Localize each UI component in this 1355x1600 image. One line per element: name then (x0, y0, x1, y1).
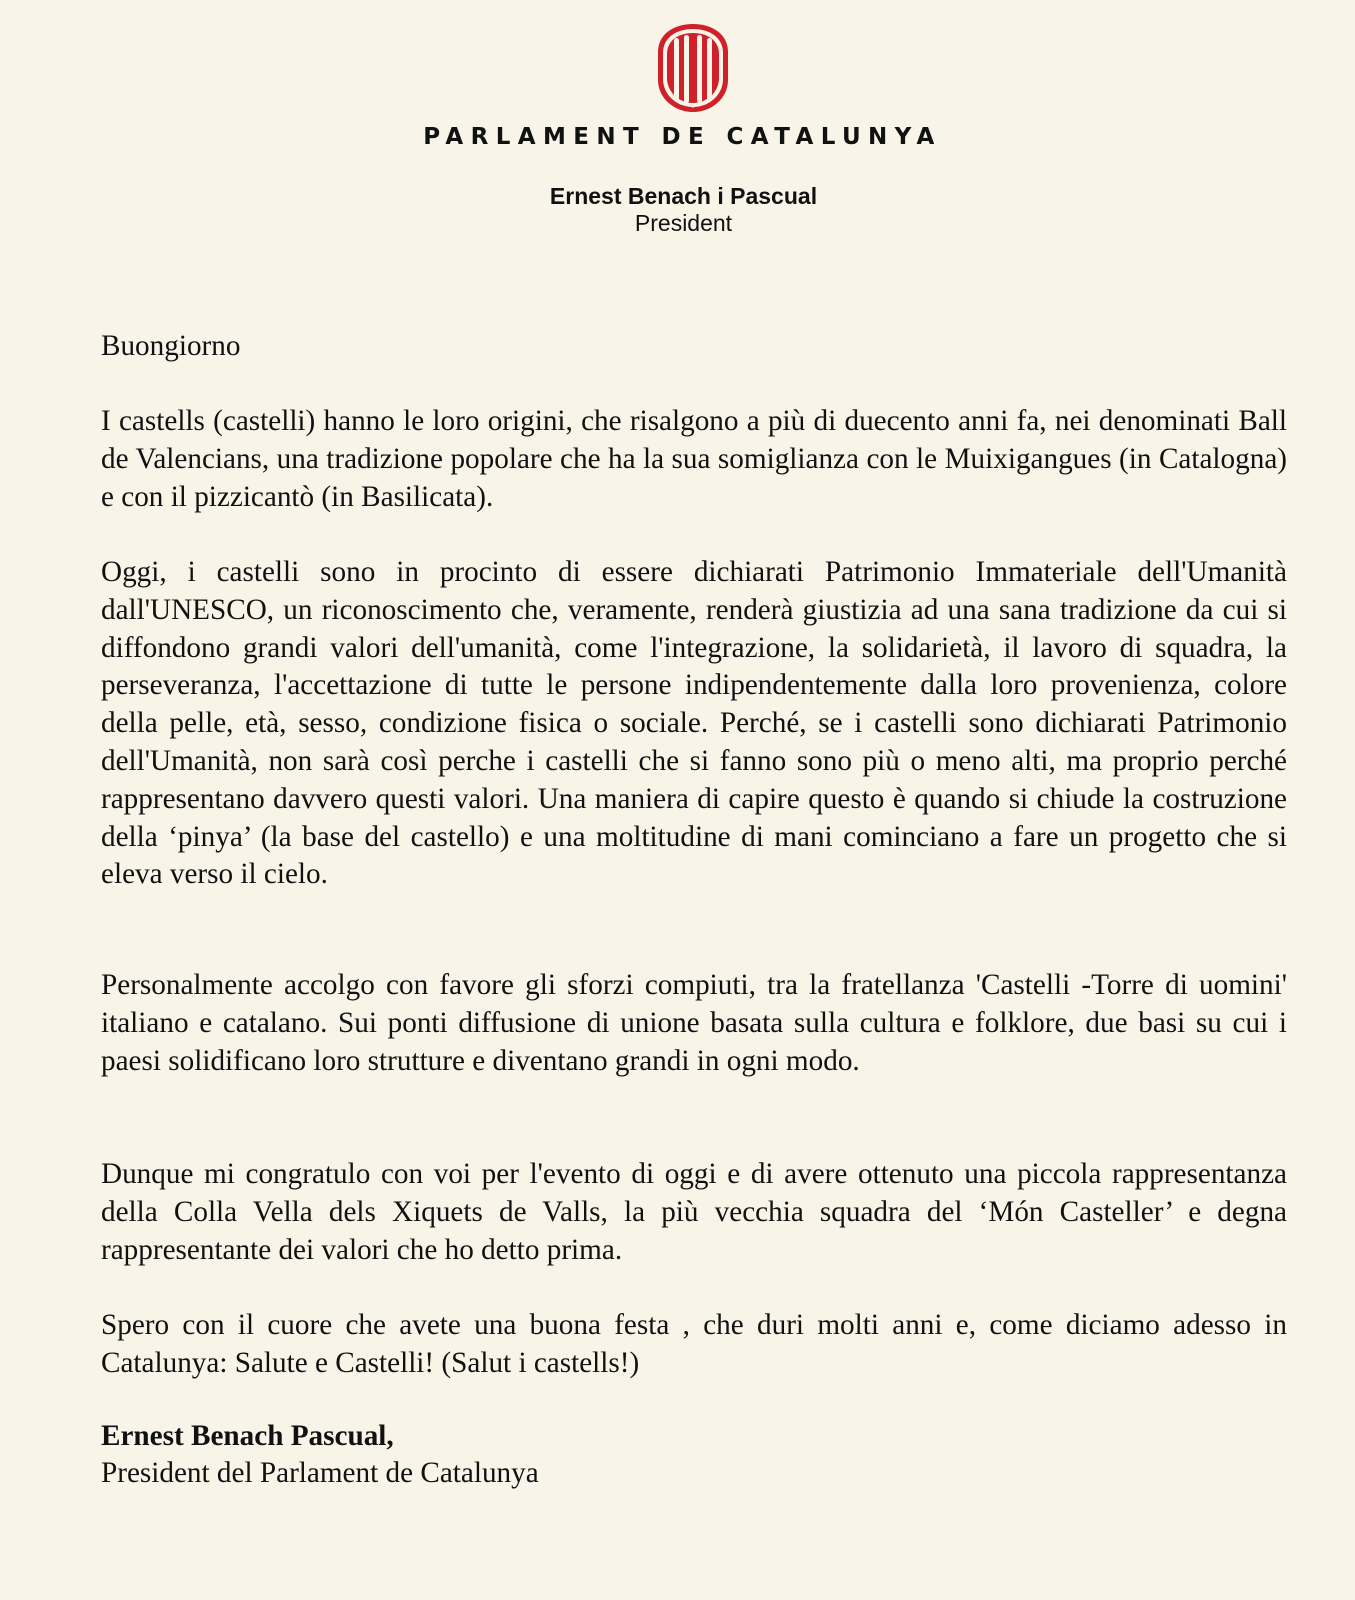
letterhead-signatory-name: Ernest Benach i Pascual (549, 183, 818, 209)
letter-paragraph: Spero con il cuore che avete una buona festa , che duri molti anni e, come diciamo adesso in Catalunya: Salute e Castelli! (Salut i castells!) (101, 1309, 1287, 1379)
letter-paragraph: I castells (castelli) hanno le loro origini, che risalgono a più di duecento anni fa, nei denominati Ball de Valencians, una tradizione popolare che ha la sua somiglianza con le Muixigangues (in Catalogna) e con il pizzicantò (in Basilicata). (101, 405, 1287, 513)
closing-signatory-name: Ernest Benach Pascual, (101, 1420, 394, 1452)
letter-paragraph: Personalmente accolgo con favore gli sforzi compiuti, tra la fratellanza 'Castelli -Torre di uomini' italiano e catalano. Sui ponti diffusione di unione basata sulla cultura e folklore, due basi su cui i paesi solidificano loro strutture e diventano grandi in ogni modo. (101, 969, 1287, 1077)
closing-signatory-title: President del Parlament de Catalunya (101, 1457, 539, 1489)
letter-greeting: Buongiorno (101, 330, 241, 362)
letter-paragraph: Dunque mi congratulo con voi per l'evento di oggi e di avere ottenuto una piccola rappresentanza della Colla Vella dels Xiquets de Valls, la più vecchia squadra del ‘Món Casteller’ e degna rappresentante dei valori che ho detto prima. (101, 1158, 1287, 1266)
catalan-senyera-coat-of-arms-icon (654, 22, 732, 114)
letter-paragraph: Oggi, i castelli sono in procinto di essere dichiarati Patrimonio Immateriale dell'Umanità dall'UNESCO, un riconoscimento che, veramente, renderà giustizia ad una sana tradizione da cui si diffondono grandi valori dell'umanità, come l'integrazione, la solidarietà, il lavoro di squadra, la perseveranza, l'accettazione di tutte le persone indipendentemente dalla loro provenienza, colore della pelle, età, sesso, condizione fisica o sociale. Perché, se i castelli sono dichiarati Patrimonio dell'Umanità, non sarà così perche i castelli che si fanno sono più o meno alti, ma proprio perché rappresentano davvero questi valori. Una maniera di capire questo è quando si chiude la costruzione della ‘pinya’ (la base del castello) e una moltitudine di mani cominciano a fare un progetto che si eleva verso il cielo. (101, 556, 1287, 891)
letterhead-signatory-role: President (634, 210, 733, 236)
organization-name: PARLAMENT DE CATALUNYA (423, 124, 942, 150)
